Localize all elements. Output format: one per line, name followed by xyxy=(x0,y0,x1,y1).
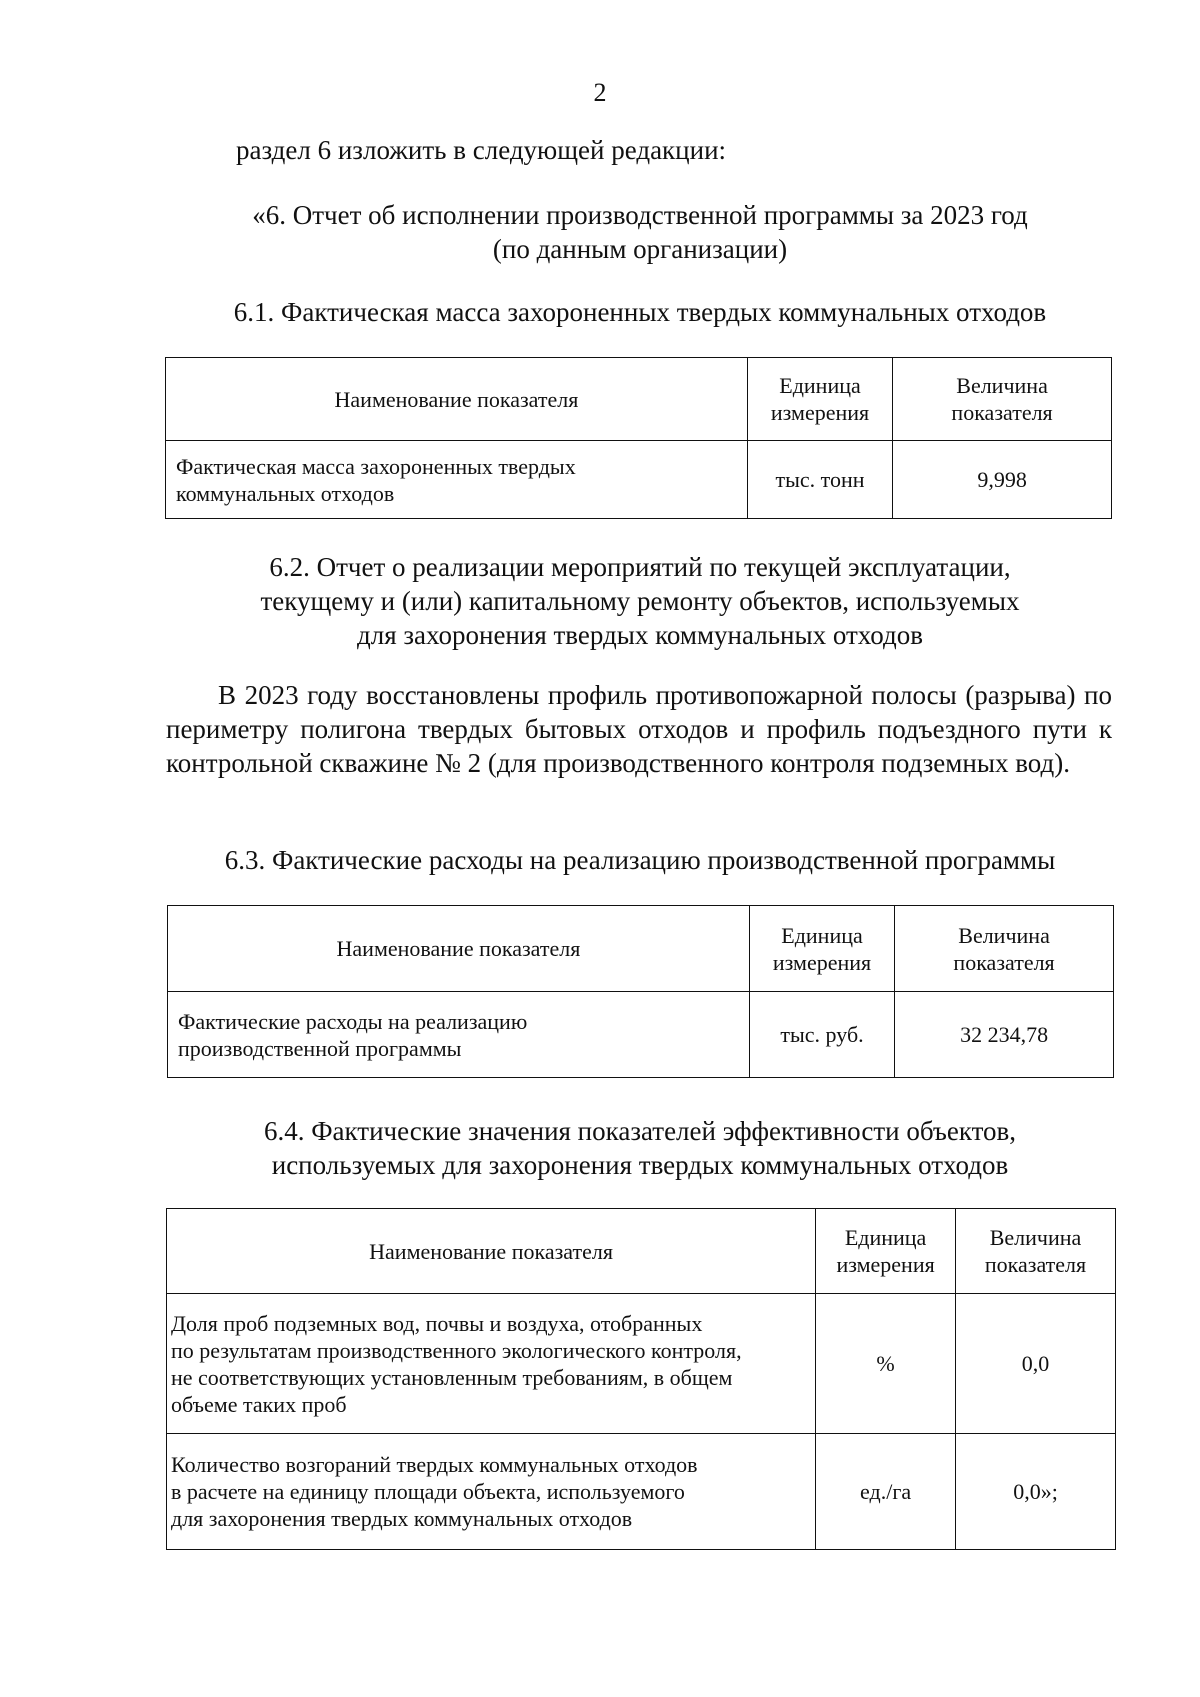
indicator-name-line: не соответствующих установленным требованиям, в общем xyxy=(171,1364,733,1390)
unit-cell: тыс. тонн xyxy=(747,441,892,519)
indicator-name-line: для захоронения твердых коммунальных отходов xyxy=(171,1506,633,1531)
value-cell: 9,998 xyxy=(893,441,1112,519)
column-header-value-line: показателя xyxy=(953,949,1055,975)
page-number: 2 xyxy=(593,78,607,107)
indicator-name-cell xyxy=(167,1434,816,1550)
intro-text: раздел 6 изложить в следующей редакции: xyxy=(236,135,727,165)
column-header-unit-line: измерения xyxy=(836,1252,935,1277)
unit-cell: ед./га xyxy=(816,1434,956,1550)
column-header-unit xyxy=(749,906,894,992)
column-header-unit-line: измерения xyxy=(770,400,870,425)
table-6-3 xyxy=(167,905,1114,1078)
value-cell: 0,0»; xyxy=(956,1434,1116,1550)
value-cell: 32 234,78 xyxy=(895,992,1114,1078)
table-6-4 xyxy=(166,1208,1116,1550)
section-6-4-heading xyxy=(150,1114,1130,1182)
section-6-3-heading: 6.3. Фактические расходы на реализацию производственной программы xyxy=(224,845,1056,875)
table-row xyxy=(167,1434,1116,1550)
table-6-1 xyxy=(165,357,1112,519)
column-header-unit-line: измерения xyxy=(772,949,872,975)
table-row xyxy=(166,441,1112,519)
indicator-name-line: производственной программы xyxy=(178,1035,462,1061)
table-row xyxy=(167,1294,1116,1434)
column-header-unit xyxy=(747,358,892,441)
table-header-row xyxy=(166,358,1112,441)
table-header-row xyxy=(168,906,1114,992)
column-header-value xyxy=(893,358,1112,441)
column-header-value xyxy=(956,1209,1116,1294)
unit-cell: % xyxy=(816,1294,956,1434)
value-cell: 0,0 xyxy=(956,1294,1116,1434)
report-title-line: (по данным организации) xyxy=(492,234,788,264)
indicator-name-cell xyxy=(168,992,750,1078)
column-header-value-line: Величина xyxy=(956,373,1048,398)
indicator-name-line: в расчете на единицу площади объекта, используемого xyxy=(171,1479,685,1504)
report-title xyxy=(150,198,1130,266)
report-title-line: «6. Отчет об исполнении производственной программы за 2023 год xyxy=(252,200,1028,230)
section-6-2-heading xyxy=(150,550,1130,652)
indicator-name-line: Количество возгораний твердых коммунальных отходов xyxy=(171,1452,698,1477)
column-header-value-line: Величина xyxy=(989,1225,1082,1250)
column-header-value-line: показателя xyxy=(984,1252,1087,1277)
column-header-name: Наименование показателя xyxy=(167,1209,816,1294)
column-header-value xyxy=(895,906,1114,992)
section-6-4-heading-line: 6.4. Фактические значения показателей эффективности объектов, xyxy=(263,1116,1017,1146)
section-6-2-heading-line: 6.2. Отчет о реализации мероприятий по текущей эксплуатации, xyxy=(269,552,1011,582)
section-6-2-heading-line: текущему и (или) капитальному ремонту объектов, используемых xyxy=(260,586,1020,616)
indicator-name-line: Фактическая масса захороненных твердых xyxy=(176,453,576,479)
indicator-name-line: Фактические расходы на реализацию xyxy=(178,1008,528,1034)
section-6-4-heading-line: используемых для захоронения твердых коммунальных отходов xyxy=(271,1150,1009,1180)
table-row xyxy=(168,992,1114,1078)
table-header-row xyxy=(167,1209,1116,1294)
indicator-name-line: Доля проб подземных вод, почвы и воздуха, отобранных xyxy=(171,1310,703,1336)
section-6-1-heading: 6.1. Фактическая масса захороненных твердых коммунальных отходов xyxy=(233,297,1047,327)
section-6-2-paragraph: В 2023 году восстановлены профиль противопожарной полосы (разрыва) по периметру полигона твердых бытовых отходов и профиль подъездного пути к контрольной скважине № 2 (для производственного контроля подземных вод). xyxy=(166,680,1112,778)
column-header-unit-line: Единица xyxy=(779,373,861,398)
column-header-unit xyxy=(816,1209,956,1294)
indicator-name-line: по результатам производственного экологического контроля, xyxy=(171,1337,742,1363)
column-header-name: Наименование показателя xyxy=(168,906,750,992)
indicator-name-cell xyxy=(166,441,748,519)
indicator-name-line: объеме таких проб xyxy=(171,1391,347,1417)
column-header-name: Наименование показателя xyxy=(166,358,748,441)
indicator-name-line: коммунальных отходов xyxy=(176,480,395,506)
column-header-value-line: Величина xyxy=(958,922,1050,948)
column-header-value-line: показателя xyxy=(951,400,1053,425)
unit-cell: тыс. руб. xyxy=(749,992,894,1078)
section-6-2-heading-line: для захоронения твердых коммунальных отходов xyxy=(357,620,923,650)
indicator-name-cell xyxy=(167,1294,816,1434)
column-header-unit-line: Единица xyxy=(844,1225,927,1250)
column-header-unit-line: Единица xyxy=(781,922,863,948)
